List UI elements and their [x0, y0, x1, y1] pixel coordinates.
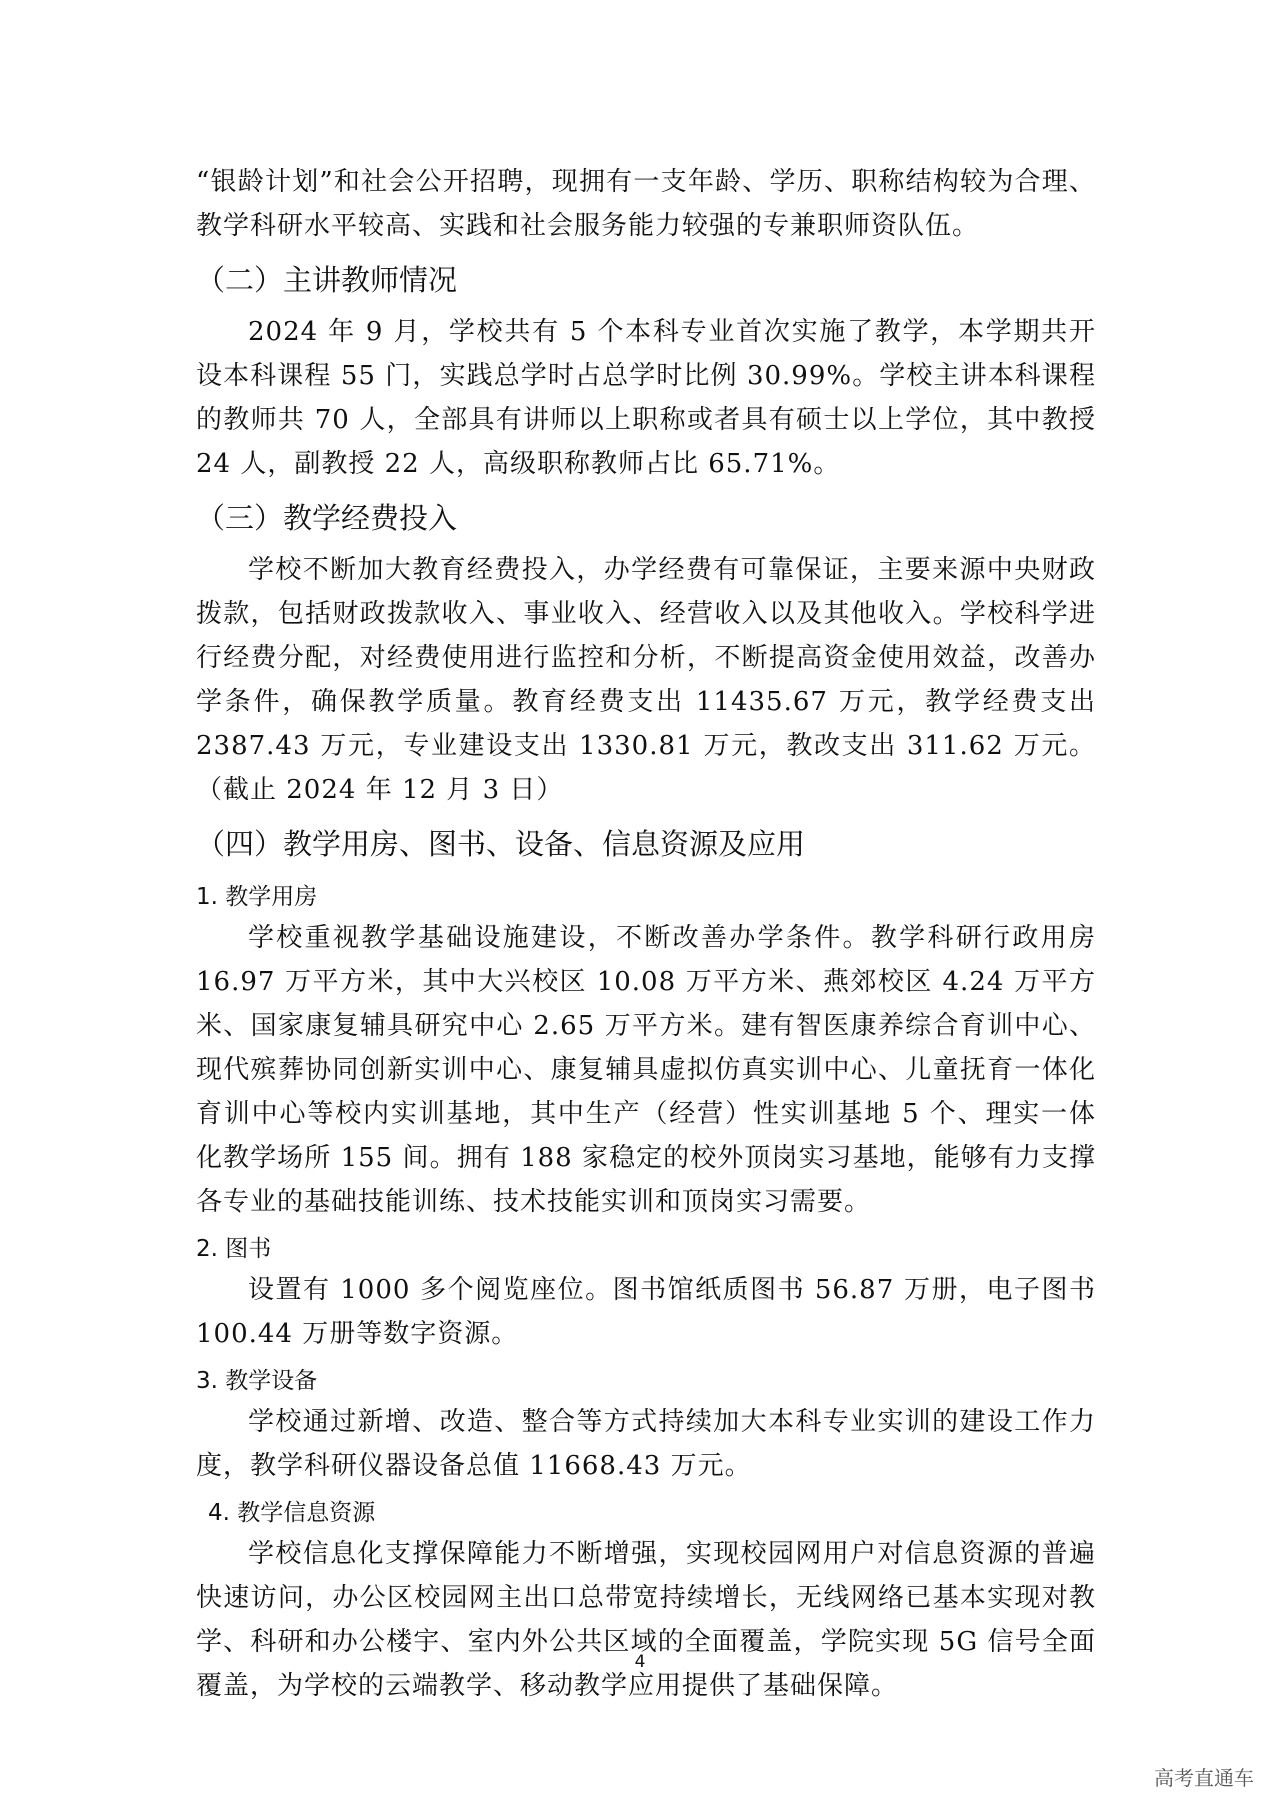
heading-lecturers: （二）主讲教师情况 — [196, 263, 458, 297]
paragraph-funding: 学校不断加大教育经费投入，办学经费有可靠保证，主要来源中央财政拨款，包括财政拨款收入、事业收入、经营收入以及其他收入。学校科学进行经费分配，对经费使用进行监控和分析，不断提高资金使用效益，改善办学条件，确保教学质量。教育经费支出 11435.67 万元，教学经费支出 2387.43 万元，专业建设支出 1330.81 万元，教改支出 311.62 万元。（截止 2024 年 12 月 3 日） — [196, 555, 1096, 805]
paragraph-lecturers: 2024 年 9 月，学校共有 5 个本科专业首次实施了教学，本学期共开设本科课程 55 门，实践总学时占总学时比例 30.99%。学校主讲本科课程的教师共 70 人，全部具有讲师以上职称或者具有硕士以上学位，其中教授 24 人，副教授 22 人，高级职称教师占比 65.71%。 — [196, 317, 1096, 479]
paragraph-information-resources: 学校信息化支撑保障能力不断增强，实现校园网用户对信息资源的普遍快速访问，办公区校园网主出口总带宽持续增长，无线网络已基本实现对教学、科研和办公楼宇、室内外公共区域的全面覆盖，学院实现 5G 信号全面覆盖，为学校的云端教学、移动教学应用提供了基础保障。 — [196, 1539, 1096, 1701]
paragraph-faculty-intro: “银龄计划”和社会公开招聘，现拥有一支年龄、学历、职称结构较为合理、教学科研水平较高、实践和社会服务能力较强的专兼职师资队伍。 — [196, 167, 1096, 241]
paragraph-books: 设置有 1000 多个阅览座位。图书馆纸质图书 56.87 万册，电子图书 100.44 万册等数字资源。 — [196, 1275, 1096, 1349]
paragraph-teaching-rooms: 学校重视教学基础设施建设，不断改善办学条件。教学科研行政用房 16.97 万平方米，其中大兴校区 10.08 万平方米、燕郊校区 4.24 万平方米、国家康复辅具研究中心 2.65 万平方米。建有智医康养综合育训中心、现代殡葬协同创新实训中心、康复辅具虚拟仿真实训中心、儿童抚育一体化育训中心等校内实训基地，其中生产（经营）性实训基地 5 个、理实一体化教学场所 155 间。拥有 188 家稳定的校外顶岗实习基地，能够有力支撑各专业的基础技能训练、技术技能实训和顶岗实习需要。 — [196, 923, 1096, 1217]
subheading-books: 2. 图书 — [196, 1236, 272, 1262]
subheading-information-resources: 4. 教学信息资源 — [208, 1500, 376, 1526]
heading-funding: （三）教学经费投入 — [196, 501, 458, 535]
heading-resources: （四）教学用房、图书、设备、信息资源及应用 — [196, 827, 806, 861]
paragraph-equipment: 学校通过新增、改造、整合等方式持续加大本科专业实训的建设工作力度，教学科研仪器设备总值 11668.43 万元。 — [196, 1407, 1096, 1481]
document-page — [196, 160, 1096, 1708]
subheading-teaching-rooms: 1. 教学用房 — [196, 884, 318, 910]
page-number: 4 — [634, 1652, 646, 1672]
watermark: 高考直通车 — [1154, 1766, 1254, 1790]
subheading-equipment: 3. 教学设备 — [196, 1368, 318, 1394]
